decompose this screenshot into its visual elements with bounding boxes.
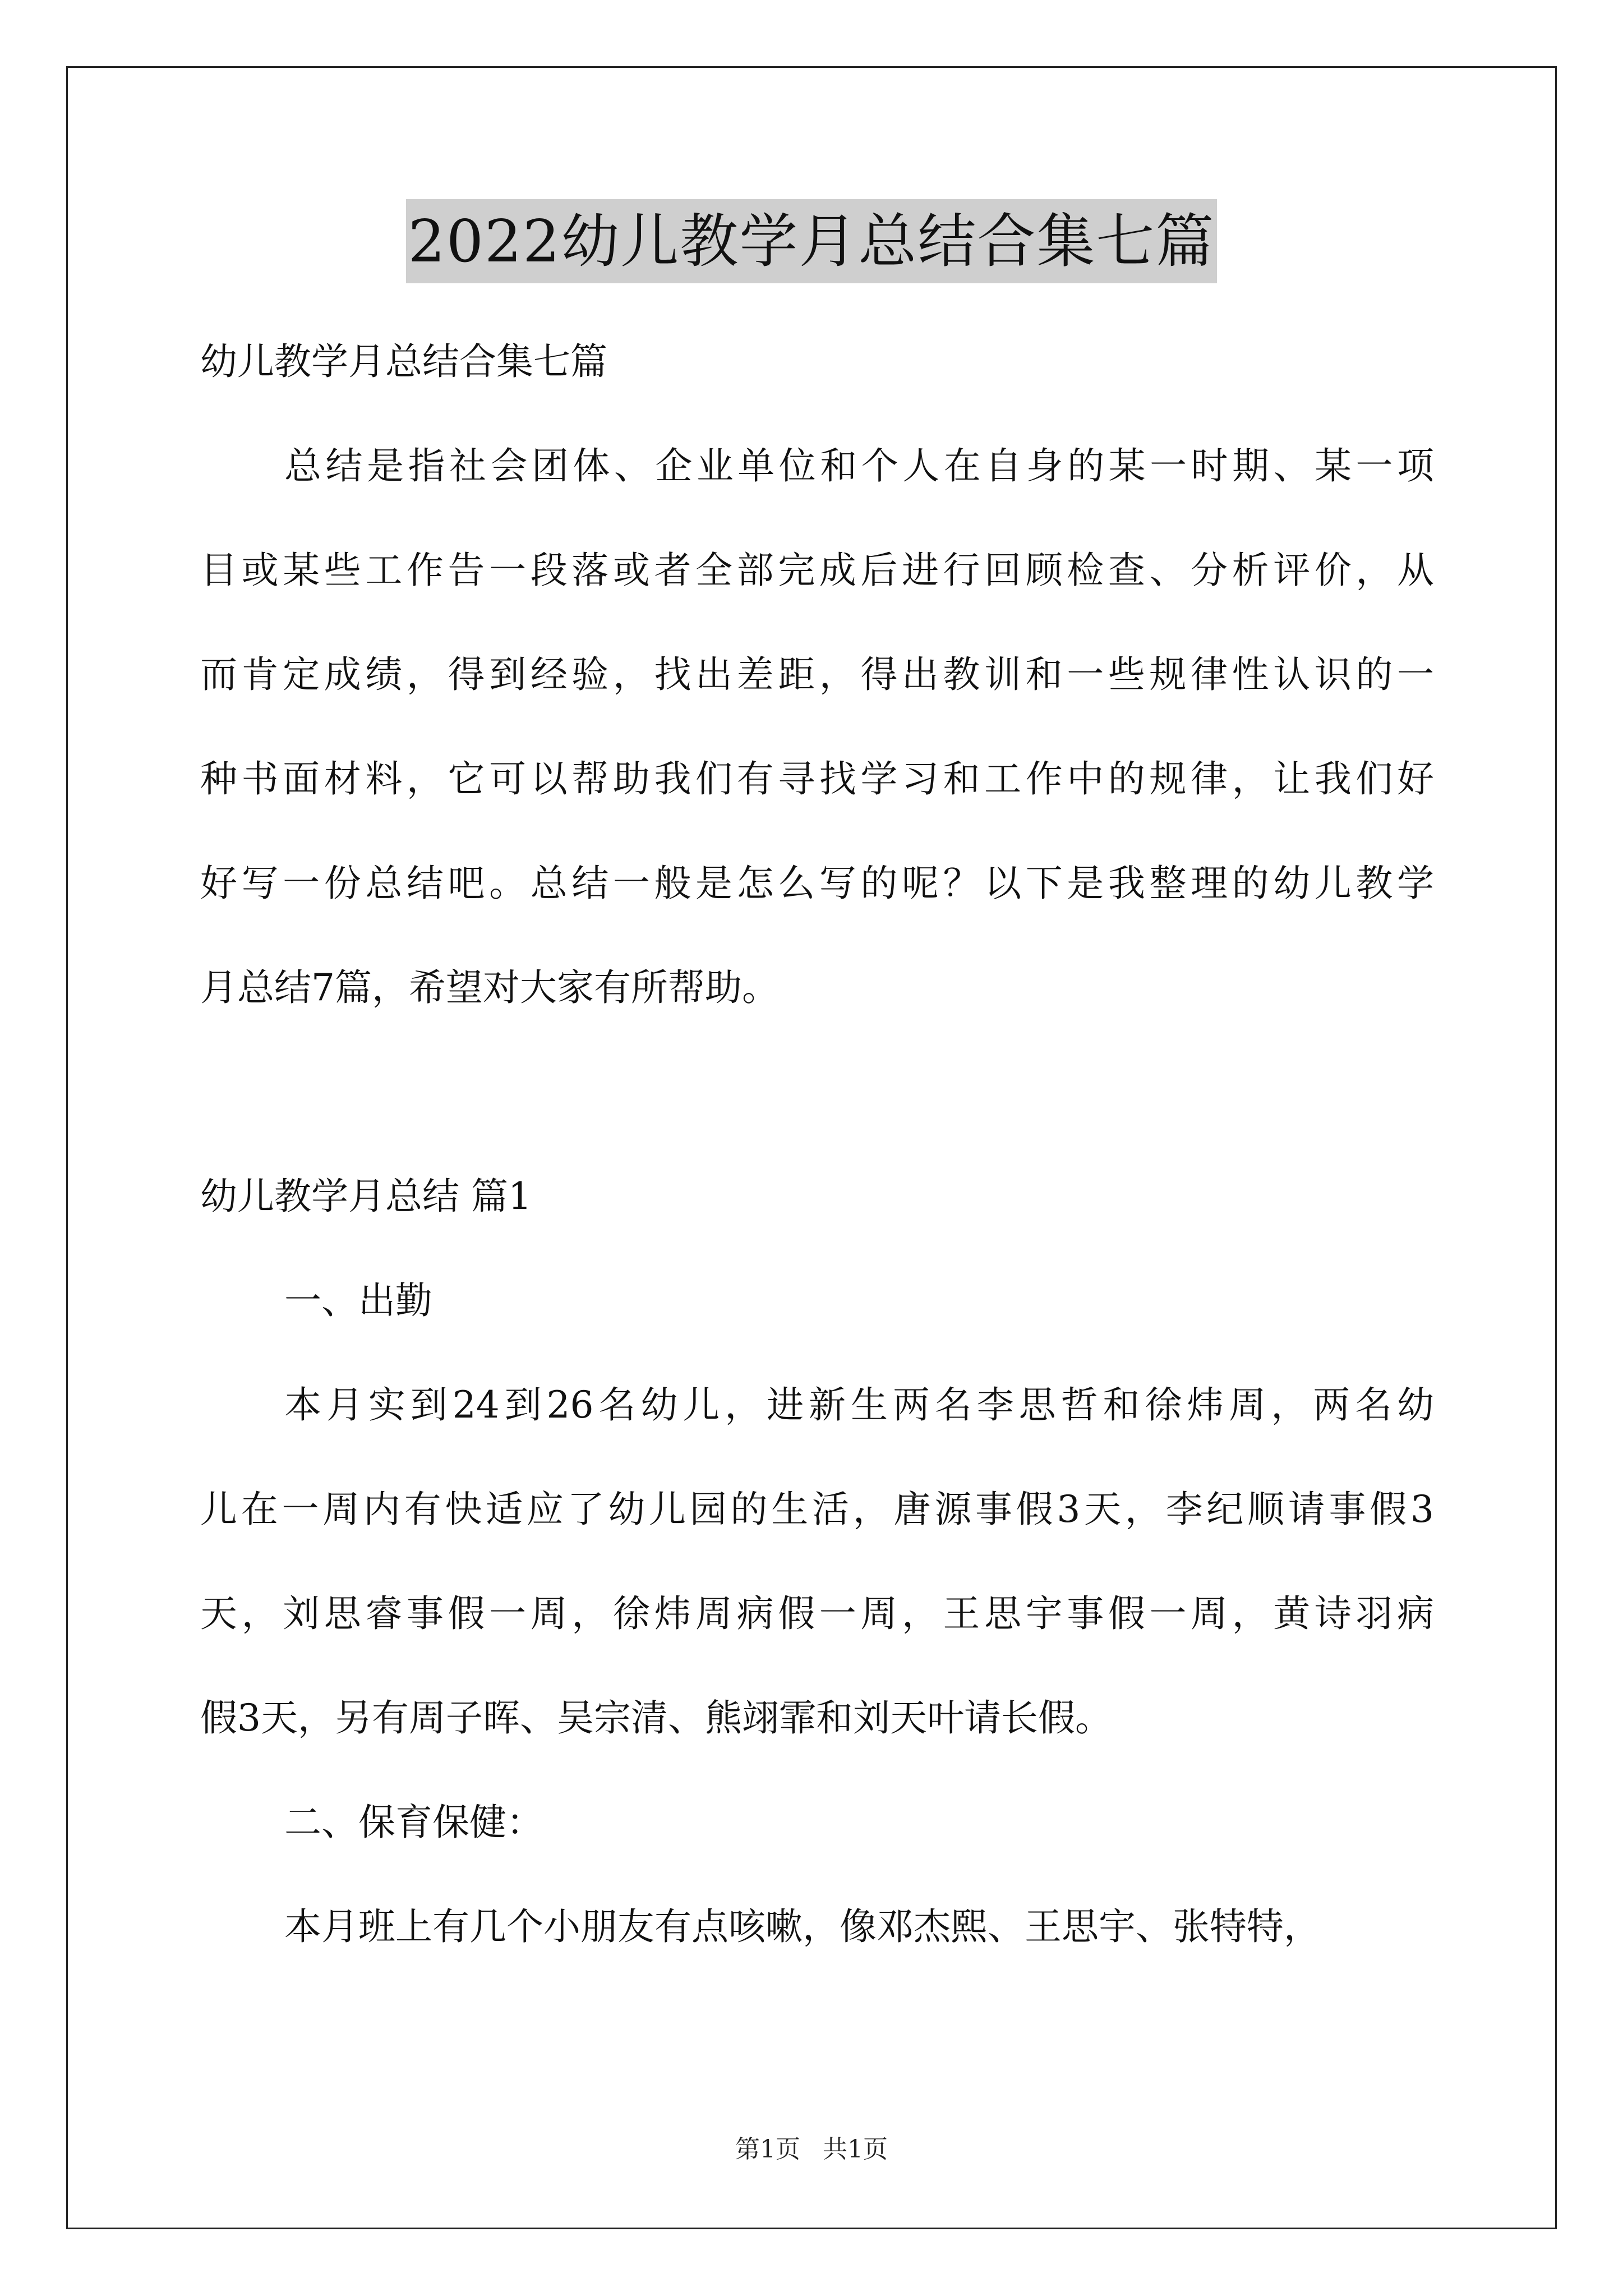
attendance-line: 本月实到24到26名幼儿，进新生两名李思哲和徐炜周，两名幼 [284, 1383, 1434, 1427]
intro-line: 好写一份总结吧。总结一般是怎么写的呢？以下是我整理的幼儿教学 [200, 862, 1434, 905]
intro-line: 而肯定成绩，得到经验，找出差距，得出教训和一些规律性认识的一 [200, 653, 1434, 696]
page-number: 第1页 [735, 2135, 800, 2164]
intro-line: 种书面材料，它可以帮助我们有寻找学习和工作中的规律，让我们好 [200, 757, 1434, 800]
page-footer [0, 2129, 1623, 2165]
intro-line: 月总结7篇，希望对大家有所帮助。 [200, 966, 779, 1009]
attendance-heading: 一、出勤 [284, 1279, 432, 1322]
intro-line: 目或某些工作告一段落或者全部完成后进行回顾检查、分析评价，从 [200, 549, 1434, 592]
title-wrap [0, 199, 1623, 283]
attendance-line: 假3天，另有周子晖、吴宗清、熊翊霏和刘天叶请长假。 [200, 1696, 1112, 1740]
document-title: 2022幼儿教学月总结合集七篇 [406, 199, 1218, 283]
document-subtitle: 幼儿教学月总结合集七篇 [200, 340, 607, 383]
section-heading: 幼儿教学月总结 篇1 [200, 1175, 532, 1218]
page-total: 共1页 [823, 2135, 888, 2164]
paragraph-gap [200, 1040, 1434, 1144]
document-body [200, 310, 1434, 1979]
care-line: 本月班上有几个小朋友有点咳嗽，像邓杰熙、王思宇、张特特， [284, 1905, 1321, 1948]
care-heading: 二、保育保健： [284, 1801, 543, 1844]
attendance-line: 儿在一周内有快适应了幼儿园的生活，唐源事假3天，李纪顺请事假3 [200, 1488, 1434, 1531]
attendance-line: 天，刘思睿事假一周，徐炜周病假一周，王思宇事假一周，黄诗羽病 [200, 1592, 1434, 1635]
intro-line: 总结是指社会团体、企业单位和个人在自身的某一时期、某一项 [284, 444, 1434, 487]
